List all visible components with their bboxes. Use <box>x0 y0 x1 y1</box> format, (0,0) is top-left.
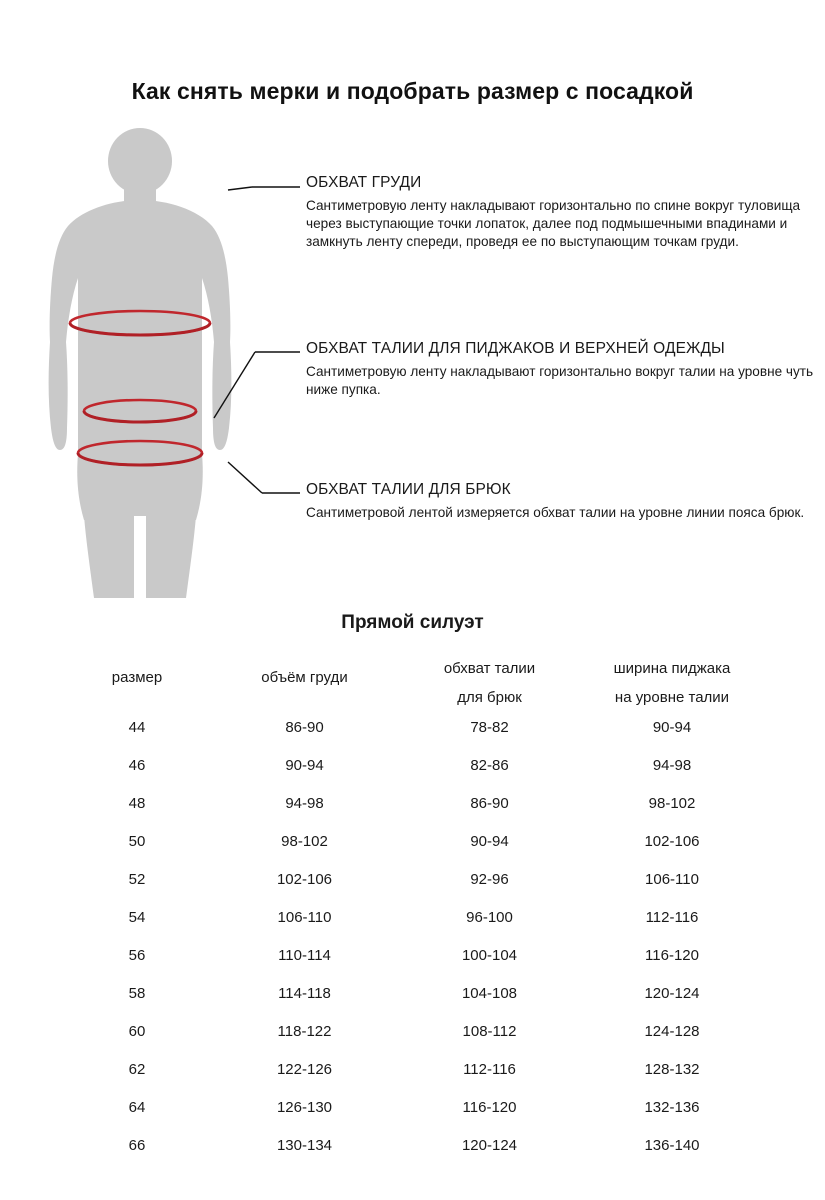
cell-chest: 94-98 <box>285 794 324 812</box>
cell-jacket-width: 90-94 <box>652 718 692 736</box>
cell-waist: 86-90 <box>470 794 509 812</box>
cell-chest: 110-114 <box>278 946 331 964</box>
table-row <box>62 936 762 974</box>
cell-size: 62 <box>128 1060 146 1078</box>
column-header-chest: объём груди <box>261 668 348 686</box>
table-row <box>62 708 762 746</box>
table-row <box>62 1050 762 1088</box>
callout-trouser-waist-heading: ОБХВАТ ТАЛИИ ДЛЯ БРЮК <box>306 481 511 498</box>
cell-waist: 90-94 <box>470 832 509 850</box>
cell-size: 52 <box>128 870 146 888</box>
cell-size: 50 <box>128 832 146 850</box>
table-row <box>62 784 762 822</box>
callout-jacket-waist-body: Сантиметровую ленту накладывают горизонтально вокруг талии на уровне чуть ниже пупка. <box>306 364 814 397</box>
page-title: Как снять мерки и подобрать размер с посадкой <box>131 78 694 104</box>
cell-jacket-width: 124-128 <box>644 1022 700 1040</box>
cell-jacket-width: 116-120 <box>645 946 699 964</box>
body-silhouette <box>49 128 232 598</box>
cell-jacket-width: 136-140 <box>644 1136 700 1154</box>
callout-trouser-waist <box>306 481 806 522</box>
cell-size: 54 <box>128 908 146 926</box>
cell-jacket-width: 132-136 <box>644 1098 700 1116</box>
cell-size: 58 <box>128 984 146 1002</box>
cell-size: 44 <box>128 718 146 736</box>
cell-waist: 116-120 <box>462 1098 517 1116</box>
callout-jacket-waist-heading: ОБХВАТ ТАЛИИ ДЛЯ ПИДЖАКОВ И ВЕРХНЕЙ ОДЕЖДЫ <box>306 340 725 357</box>
cell-jacket-width: 98-102 <box>648 794 696 812</box>
cell-chest: 98-102 <box>281 832 328 850</box>
cell-waist: 82-86 <box>470 756 509 774</box>
cell-jacket-width: 120-124 <box>644 984 700 1002</box>
cell-chest: 102-106 <box>276 870 333 888</box>
column-header-size: размер <box>111 668 163 686</box>
cell-chest: 130-134 <box>276 1136 333 1154</box>
cell-chest: 90-94 <box>285 756 324 774</box>
table-row <box>62 1012 762 1050</box>
table-row <box>62 898 762 936</box>
table-row <box>62 822 762 860</box>
cell-size: 46 <box>128 756 146 774</box>
cell-chest: 126-130 <box>276 1098 333 1116</box>
cell-waist: 120-124 <box>461 1136 518 1154</box>
cell-size: 48 <box>128 794 146 812</box>
cell-jacket-width: 94-98 <box>652 756 692 774</box>
table-row <box>62 1126 762 1164</box>
cell-waist: 78-82 <box>470 718 509 736</box>
table-row <box>62 860 762 898</box>
table-header-row <box>62 658 762 708</box>
size-table <box>62 658 762 1164</box>
cell-size: 66 <box>128 1136 146 1154</box>
cell-waist: 100-104 <box>461 946 518 964</box>
cell-waist: 112-116 <box>463 1060 516 1078</box>
callout-jacket-waist <box>306 340 816 399</box>
cell-chest: 106-110 <box>277 908 332 926</box>
cell-jacket-width: 106-110 <box>645 870 699 888</box>
column-header-waist: обхват талии для брюк <box>443 660 536 706</box>
cell-chest: 86-90 <box>285 718 324 736</box>
cell-jacket-width: 112-116 <box>645 908 699 926</box>
cell-size: 56 <box>128 946 146 964</box>
cell-chest: 114-118 <box>278 984 331 1002</box>
table-row <box>62 974 762 1012</box>
cell-waist: 104-108 <box>461 984 518 1002</box>
cell-chest: 122-126 <box>276 1060 333 1078</box>
table-title: Прямой силуэт <box>341 612 484 633</box>
callout-chest <box>306 174 806 251</box>
cell-size: 60 <box>128 1022 146 1040</box>
callout-chest-body: Сантиметровую ленту накладывают горизонтально по спине вокруг туловища через выступающие точки лопаток, далее под подмышечными впадинами и замкнуть ленту спереди, проведя ее по выступающим точкам груди. <box>306 198 801 249</box>
table-row <box>62 746 762 784</box>
cell-chest: 118-122 <box>277 1022 332 1040</box>
cell-jacket-width: 128-132 <box>644 1060 700 1078</box>
table-row <box>62 1088 762 1126</box>
size-table-body <box>62 708 762 1164</box>
callout-chest-heading: ОБХВАТ ГРУДИ <box>306 174 422 191</box>
male-body-figure <box>20 128 310 598</box>
cell-waist: 96-100 <box>466 908 513 926</box>
cell-size: 64 <box>128 1098 146 1116</box>
cell-waist: 108-112 <box>462 1022 517 1040</box>
callout-trouser-waist-body: Сантиметровой лентой измеряется обхват талии на уровне линии пояса брюк. <box>306 505 805 520</box>
cell-waist: 92-96 <box>470 870 509 888</box>
column-header-jacket-width: ширина пиджака на уровне талии <box>613 660 731 706</box>
cell-jacket-width: 102-106 <box>644 832 700 850</box>
